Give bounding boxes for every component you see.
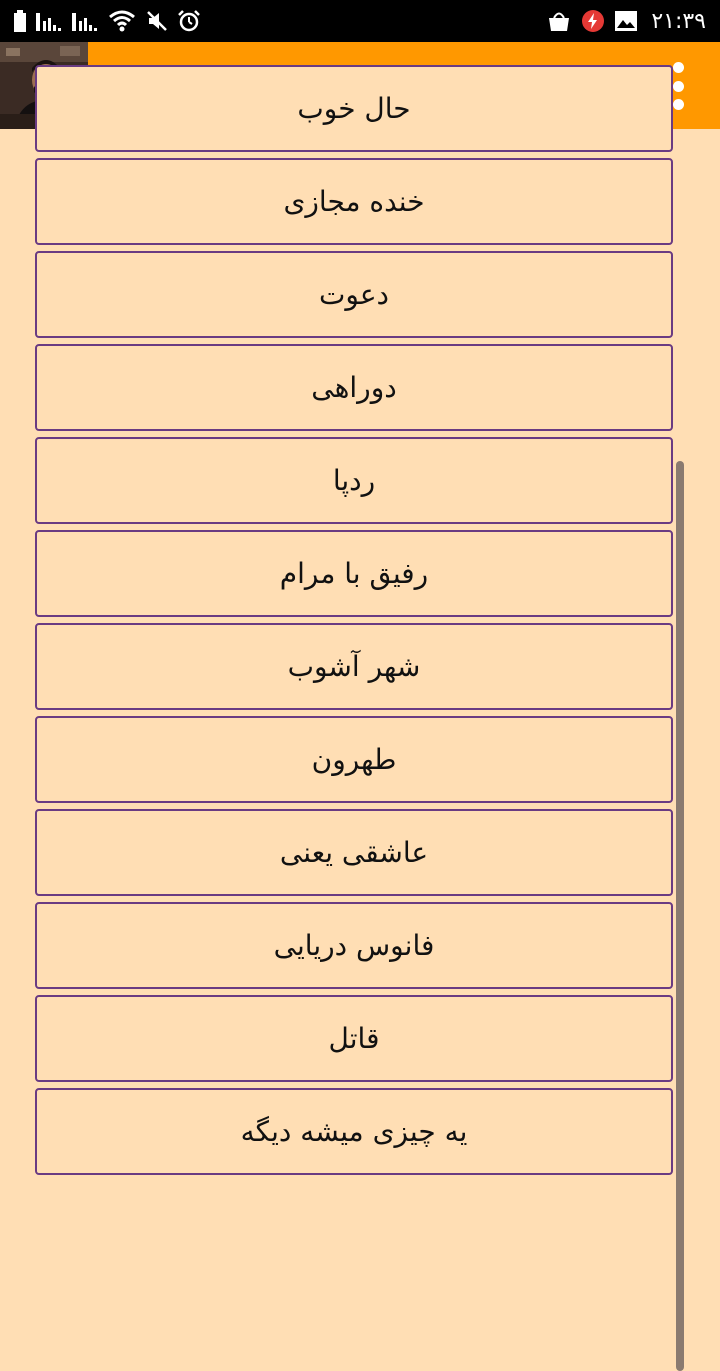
flash-icon — [581, 9, 605, 33]
status-right-icons — [547, 9, 706, 34]
status-left-icons — [14, 10, 200, 32]
signal-icon — [36, 11, 62, 31]
mute-icon — [146, 10, 168, 32]
song-item[interactable]: رفیق با مرام — [35, 530, 673, 617]
menu-dot — [673, 81, 684, 92]
song-item[interactable]: دوراهی — [35, 344, 673, 431]
status-bar — [0, 0, 720, 42]
menu-dot — [673, 99, 684, 110]
alarm-icon — [178, 10, 200, 32]
song-item[interactable]: شهر آشوب — [35, 623, 673, 710]
signal-icon — [72, 11, 98, 31]
image-icon — [615, 11, 637, 31]
song-item[interactable]: ردپا — [35, 437, 673, 524]
scrollbar[interactable] — [676, 461, 684, 1371]
song-item[interactable]: دعوت — [35, 251, 673, 338]
song-item[interactable]: طهرون — [35, 716, 673, 803]
wifi-icon — [108, 10, 136, 32]
song-item[interactable]: خنده مجازی — [35, 158, 673, 245]
song-item[interactable]: حال خوب — [35, 65, 673, 152]
song-item[interactable]: یه چیزی میشه دیگه — [35, 1088, 673, 1175]
song-item[interactable]: فانوس دریایی — [35, 902, 673, 989]
bag-icon — [547, 10, 571, 32]
song-item[interactable]: قاتل — [35, 995, 673, 1082]
battery-icon — [14, 10, 26, 32]
menu-dot — [673, 62, 684, 73]
status-time: ۲۱:۳۹ — [651, 8, 706, 34]
song-item[interactable]: عاشقی یعنی — [35, 809, 673, 896]
song-list-container[interactable] — [0, 92, 720, 1280]
song-list — [35, 65, 673, 1181]
